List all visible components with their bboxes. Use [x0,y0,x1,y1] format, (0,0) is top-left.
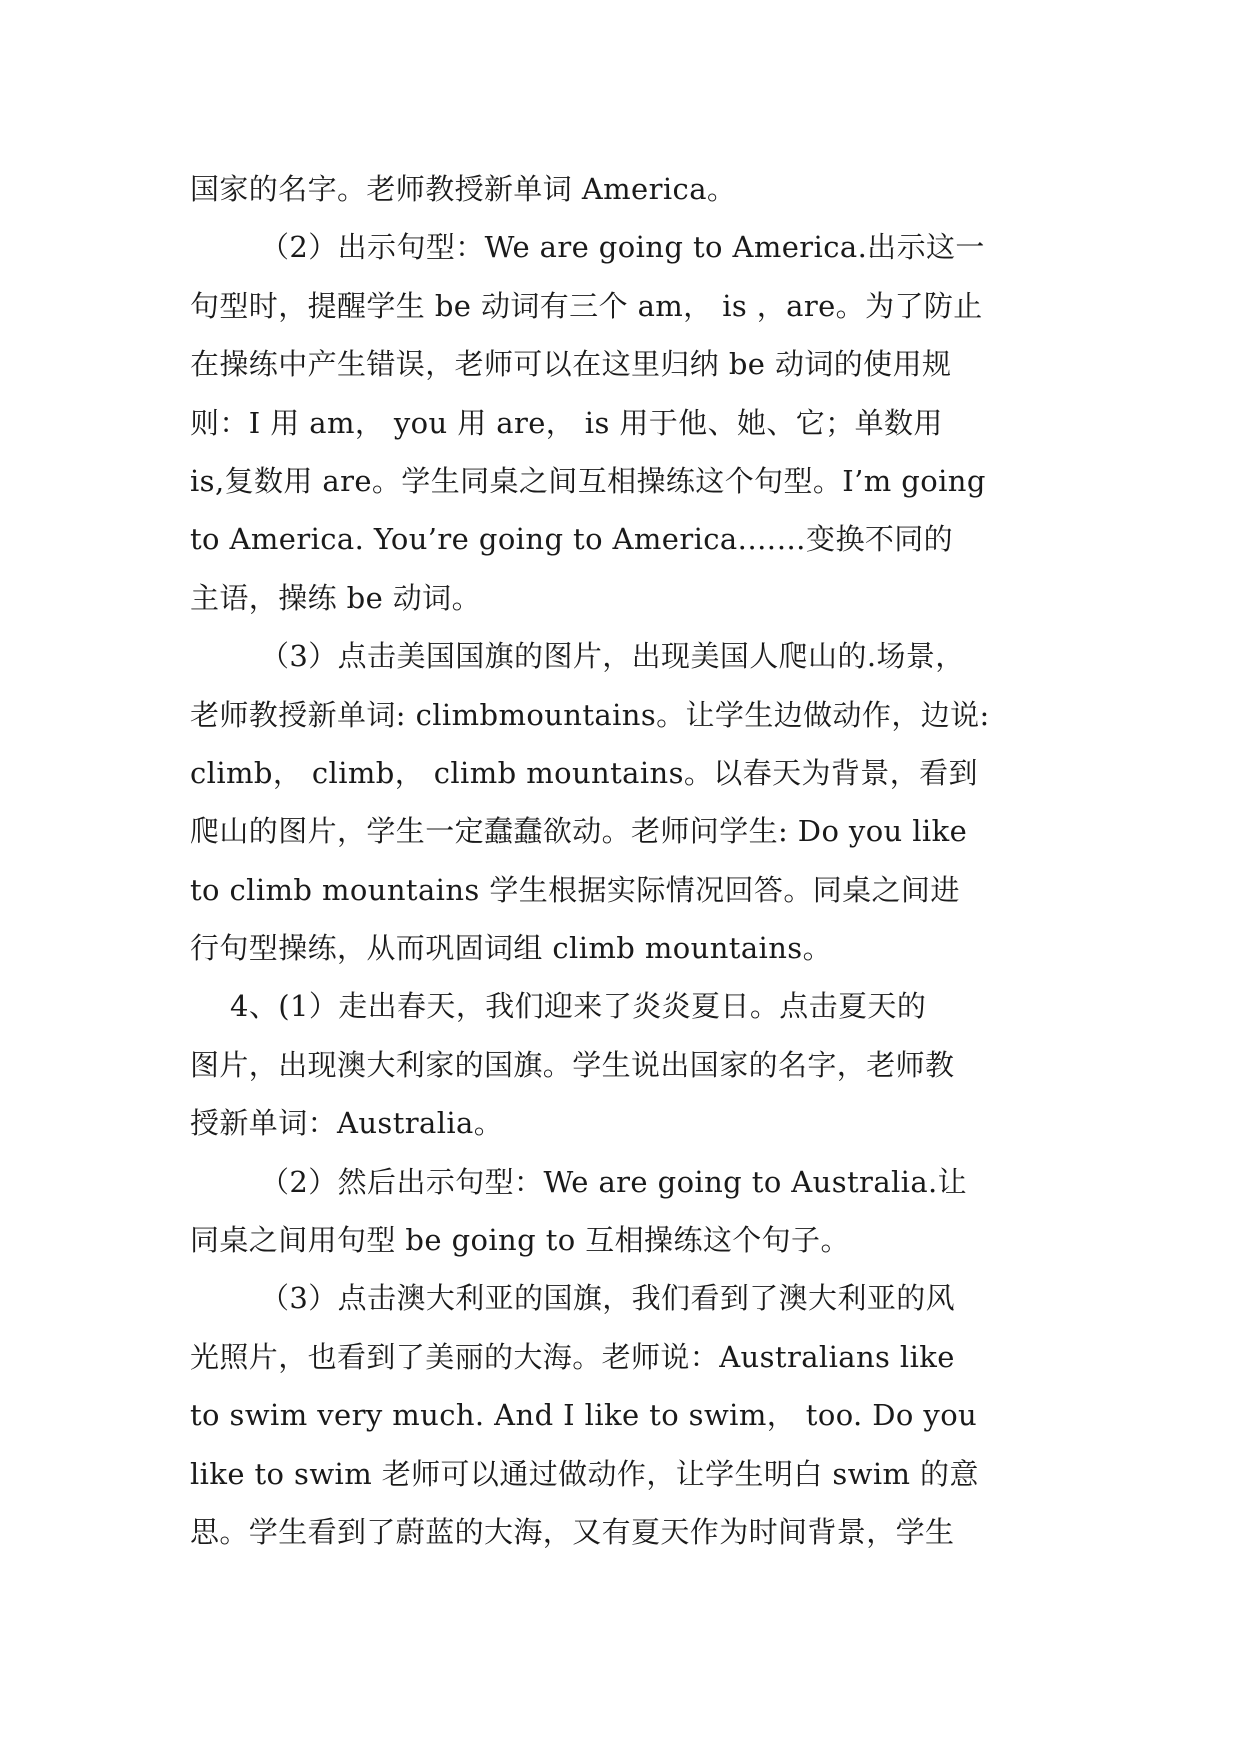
text-line: 老师教授新单词: climbmountains。让学生边做动作，边说: [190,697,990,732]
text-line: 国家的名字。老师教授新单词 America。 [190,172,737,206]
text-line: to climb mountains 学生根据实际情况回答。同桌之间进 [190,872,960,907]
text-line: 图片，出现澳大利家的国旗。学生说出国家的名字，老师教 [190,1047,955,1082]
text-line: 光照片，也看到了美丽的大海。老师说：Australians like [190,1339,955,1374]
text-line: like to swim 老师可以通过做动作，让学生明白 swim 的意 [190,1456,979,1491]
document-body [190,160,1056,1561]
text-line: is,复数用 are。学生同桌之间互相操练这个句型。I’m going [190,463,986,498]
text-line: （2）出示句型：We are going to America.出示这一 [260,230,985,265]
text-line: 爬山的图片，学生一定蠢蠢欲动。老师问学生: Do you like [190,814,968,849]
text-line: to swim very much. And I like to swim， too. Do you [190,1398,978,1433]
text-line: to America. You’re going to America.……变换不同的 [190,522,954,557]
text-line: （3）点击澳大利亚的国旗，我们看到了澳大利亚的风 [260,1281,956,1316]
text-line: 4、(1）走出春天，我们迎来了炎炎夏日。点击夏天的 [230,989,927,1024]
text-line: 思。学生看到了蔚蓝的大海，又有夏天作为时间背景，学生 [190,1514,955,1549]
text-line: 授新单词：Australia。 [190,1106,504,1141]
text-line: （2）然后出示句型：We are going to Australia.让 [260,1164,968,1199]
text-line: 行句型操练，从而巩固词组 climb mountains。 [190,931,832,966]
text-line: 则：I 用 am， you 用 are， is 用于他、她、它；单数用 [190,405,943,440]
text-line: （3）点击美国国旗的图片，出现美国人爬山的.场景， [260,639,965,674]
text-line: climb， climb， climb mountains。以春天为背景，看到 [190,755,978,790]
text-line: 在操练中产生错误，老师可以在这里归纳 be 动词的使用规 [190,347,952,382]
text-line: 句型时，提醒学生 be 动词有三个 am， is ，are。为了防止 [190,288,983,323]
text-line: 主语，操练 be 动词。 [190,580,481,615]
text-line: 同桌之间用句型 be going to 互相操练这个句子。 [190,1223,850,1258]
